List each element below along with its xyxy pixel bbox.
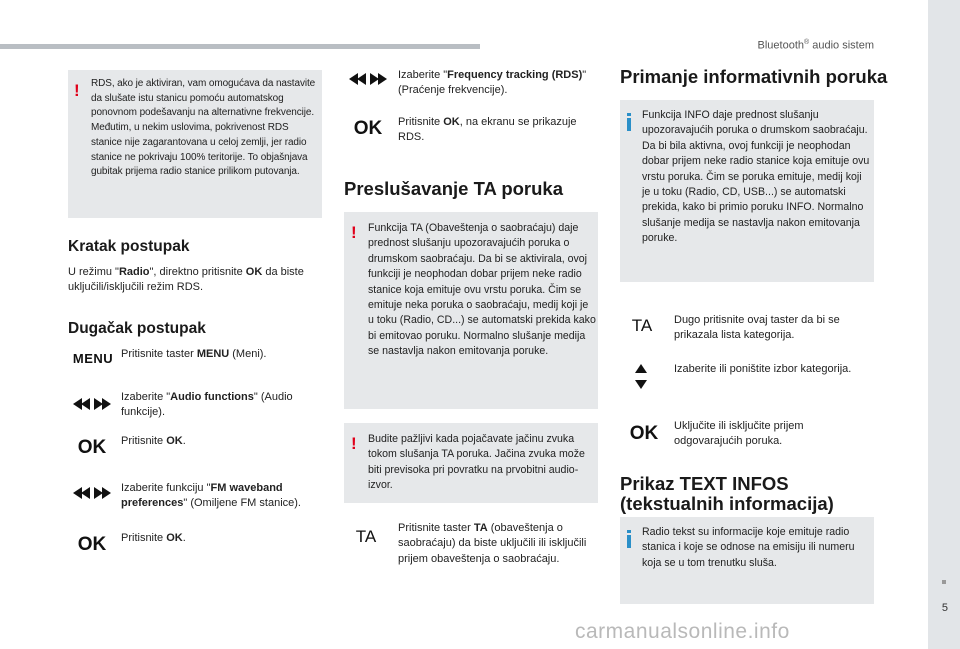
- step-text: Izaberite funkciju "FM waveband preferences" (Omiljene FM stanice).: [121, 482, 301, 510]
- step-text: Pritisnite OK.: [121, 435, 186, 447]
- step-text: Izaberite "Frequency tracking (RDS)" (Praćenje frekvencije).: [398, 69, 587, 97]
- step-text: Pritisnite OK, na ekranu se prikazuje RDS.: [398, 116, 577, 144]
- left-right-arrows-icon: [73, 398, 111, 410]
- step-text: Pritisnite taster TA (obaveštenja o saobraćaju) da biste uključili ili isključili prijem obaveštenja o saobraćaju.: [398, 522, 587, 565]
- step-text: Uključite ili isključite prijem odgovarajućih poruka.: [674, 420, 804, 448]
- ok-key-icon: OK: [629, 423, 659, 444]
- text-infos-title: Prikaz TEXT INFOS (tekstualnih informacija): [620, 473, 834, 514]
- ta-messages-title: Preslušavanje TA poruka: [344, 178, 564, 199]
- step-text: Izaberite ili poništite izbor kategorija.: [674, 363, 852, 375]
- warning-icon: !: [351, 434, 357, 453]
- step-text: Izaberite "Audio functions" (Audio funkcije).: [121, 391, 293, 419]
- info-icon: [627, 530, 631, 548]
- short-procedure-title: Kratak postupak: [68, 238, 190, 255]
- top-divider-bar: [0, 44, 480, 49]
- ok-key-icon: OK: [77, 437, 107, 458]
- step-text: Pritisnite OK.: [121, 532, 186, 544]
- page-marker: [942, 580, 946, 584]
- ok-key-icon: OK: [353, 118, 383, 139]
- long-procedure-title: Dugačak postupak: [68, 320, 206, 337]
- menu-key-icon: MENU: [72, 351, 114, 366]
- text-note-text: Radio tekst su informacije koje emituje radio stanica i koje se odnose na emisiju ili numeru koja se u tom trenutku sluša.: [642, 526, 855, 569]
- left-right-arrows-icon: [349, 73, 387, 85]
- step-text: Dugo pritisnite ovaj taster da bi se prikazala lista kategorija.: [674, 314, 840, 342]
- ta-note-box: [344, 212, 598, 409]
- section-header: Bluetooth® audio sistem: [757, 39, 874, 52]
- text-note-box: [620, 517, 874, 604]
- rds-note-box: [68, 70, 322, 218]
- info-icon: [627, 113, 631, 131]
- ok-key-icon: OK: [77, 534, 107, 555]
- watermark: carmanualsonline.info: [575, 620, 790, 643]
- short-procedure-text: U režimu "Radio", direktno pritisnite OK da biste uključili/isključili režim RDS.: [68, 266, 304, 294]
- ta-key-icon: TA: [355, 527, 377, 546]
- warning-icon: !: [351, 223, 357, 242]
- ta-note-text: Funkcija TA (Obaveštenja o saobraćaju) daje prednost slušanju upozoravajućih poruka o drumskom saobraćaju. Da bi se aktivirala, ovoj funkciji je neophodan dobar prijem neke radio stanice koja emituje ovu vrstu poruka. Čim se emituje neka poruka o saobraćaju, medij koji je u toku (Radio, CD...) se automatski prekida kako bi emitovao poruku. Normalno slušanje medija se nastavlja nakon emitovanja poruke.: [368, 222, 596, 358]
- side-strip: [928, 0, 960, 649]
- up-down-arrows-icon: [635, 364, 647, 389]
- info-messages-title: Primanje informativnih poruka: [620, 66, 888, 87]
- rds-note-text: RDS, ako je aktiviran, vam omogućava da nastavite da slušate istu stanicu pomoću automatskog ponovnom podešavanju na alternativne frekvencije. Međutim, u nekim uslovima, pokrivenost RDS stanice nije zagarantovana u celoj zemlji, jer radio stanice ne pokrivaju 100% teritorije. To objašnjava gubitak prijema radio stanice prilikom putovanja.: [91, 78, 316, 178]
- warning-icon: !: [74, 81, 80, 100]
- info-note-box: [620, 100, 874, 282]
- volume-note-box: [344, 423, 598, 503]
- left-right-arrows-icon: [73, 487, 111, 499]
- volume-note-text: Budite pažljivi kada pojačavate jačinu zvuka tokom slušanja TA poruka. Jačina zvuka može biti previsoka pri povratku na prvobitni audio-izvor.: [368, 433, 585, 492]
- ta-key-icon: TA: [631, 316, 653, 335]
- page-number: 5: [941, 602, 948, 614]
- step-text: Pritisnite taster MENU (Meni).: [121, 348, 267, 360]
- info-note-text: Funkcija INFO daje prednost slušanju upozoravajućih poruka o drumskom saobraćaju. Da bi bila aktivna, ovoj funkciji je neophodan dobar prijem neke radio stanice koja emituje ovu vrstu poruka. Čim se poruka emituje, medij koji je u toku (Radio, CD, USB...) se automatski prekida, kako bi primio poruku INFO. Normalno slušanje medija se nastavlja nakon emitovanja poruke.: [642, 109, 870, 245]
